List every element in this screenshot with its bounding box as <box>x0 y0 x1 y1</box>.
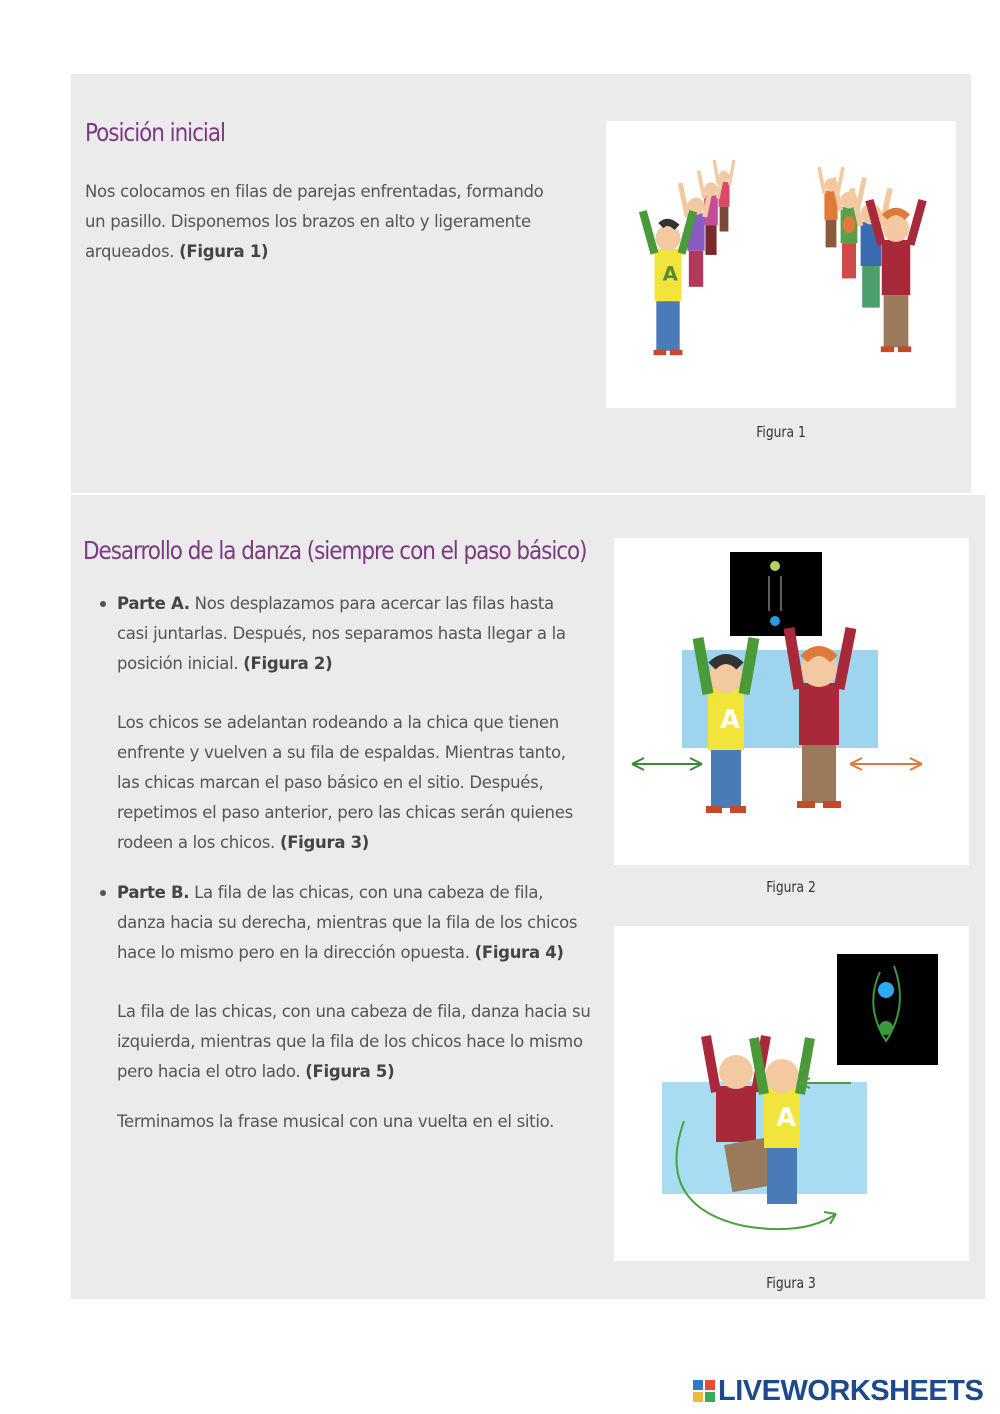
svg-text:A: A <box>720 705 741 735</box>
section-title-initial-position: Posición inicial <box>85 118 225 147</box>
boys-row-icon <box>819 167 923 352</box>
part-b-body-2: La fila de las chicas, con una cabeza de fila, danza hacia su izquierda, mientras que la fila de los chicos hace lo mismo pero hacia el otro lado. <box>117 1002 591 1081</box>
part-b-label: Parte B. <box>117 883 190 902</box>
figure-1-ref: (Figura 1) <box>179 242 269 261</box>
svg-text:A: A <box>776 1103 797 1133</box>
figure-3-ref: (Figura 3) <box>279 833 370 852</box>
figure-5-ref: (Figura 5) <box>305 1062 395 1081</box>
part-b-text <box>117 878 587 968</box>
part-b-body: La fila de las chicas, con una cabeza de fila, danza hacia su derecha, mientras que la fila de los chicos hace lo mismo pero en la dirección opuesta. <box>117 883 578 962</box>
arrow-left-icon <box>632 758 702 770</box>
part-a-text-2 <box>117 708 592 858</box>
liveworksheets-logo-icon <box>692 1379 716 1403</box>
bullet-part-a <box>100 601 106 607</box>
part-a-body-2: Los chicos se adelantan rodeando a la chica que tienen enfrente y vuelven a su fila de espaldas. Mientras tanto, las chicas marcan el paso básico en el sitio. Después, repetimos el paso anterior, pero las chicas serán quienes rodeen a los chicos. <box>117 713 573 852</box>
figure-2-illustration <box>614 538 969 865</box>
figure-4-ref: (Figura 4) <box>474 943 564 962</box>
bullet-part-b <box>100 890 106 896</box>
svg-text:A: A <box>662 262 678 286</box>
liveworksheets-logo-text: LIVEWORKSHEETS <box>718 1374 984 1407</box>
figure-3-illustration <box>614 926 969 1261</box>
part-a-label: Parte A. <box>117 594 190 613</box>
liveworksheets-logo <box>692 1374 983 1408</box>
arrow-right-icon <box>850 758 922 770</box>
figure-2-caption: Figura 2 <box>766 878 816 896</box>
part-b-text-3: Terminamos la frase musical con una vuelta en el sitio. <box>117 1112 555 1131</box>
girls-row-icon <box>643 160 734 355</box>
initial-position-body: Nos colocamos en filas de parejas enfrentadas, formando un pasillo. Disponemos los brazos en alto y ligeramente arqueados. <box>85 182 544 261</box>
figure-2-ref: (Figura 2) <box>243 654 333 673</box>
figure-1-illustration <box>606 121 956 408</box>
figure-1-caption: Figura 1 <box>756 423 806 441</box>
part-b-text-2 <box>117 997 595 1087</box>
figure-3-caption: Figura 3 <box>766 1274 816 1292</box>
initial-position-text <box>85 177 565 267</box>
section-title-dance-development: Desarrollo de la danza (siempre con el paso básico) <box>83 536 587 565</box>
part-a-body: Nos desplazamos para acercar las filas hasta casi juntarlas. Después, nos separamos hasta llegar a la posición inicial. <box>117 594 566 673</box>
part-a-text <box>117 589 587 679</box>
